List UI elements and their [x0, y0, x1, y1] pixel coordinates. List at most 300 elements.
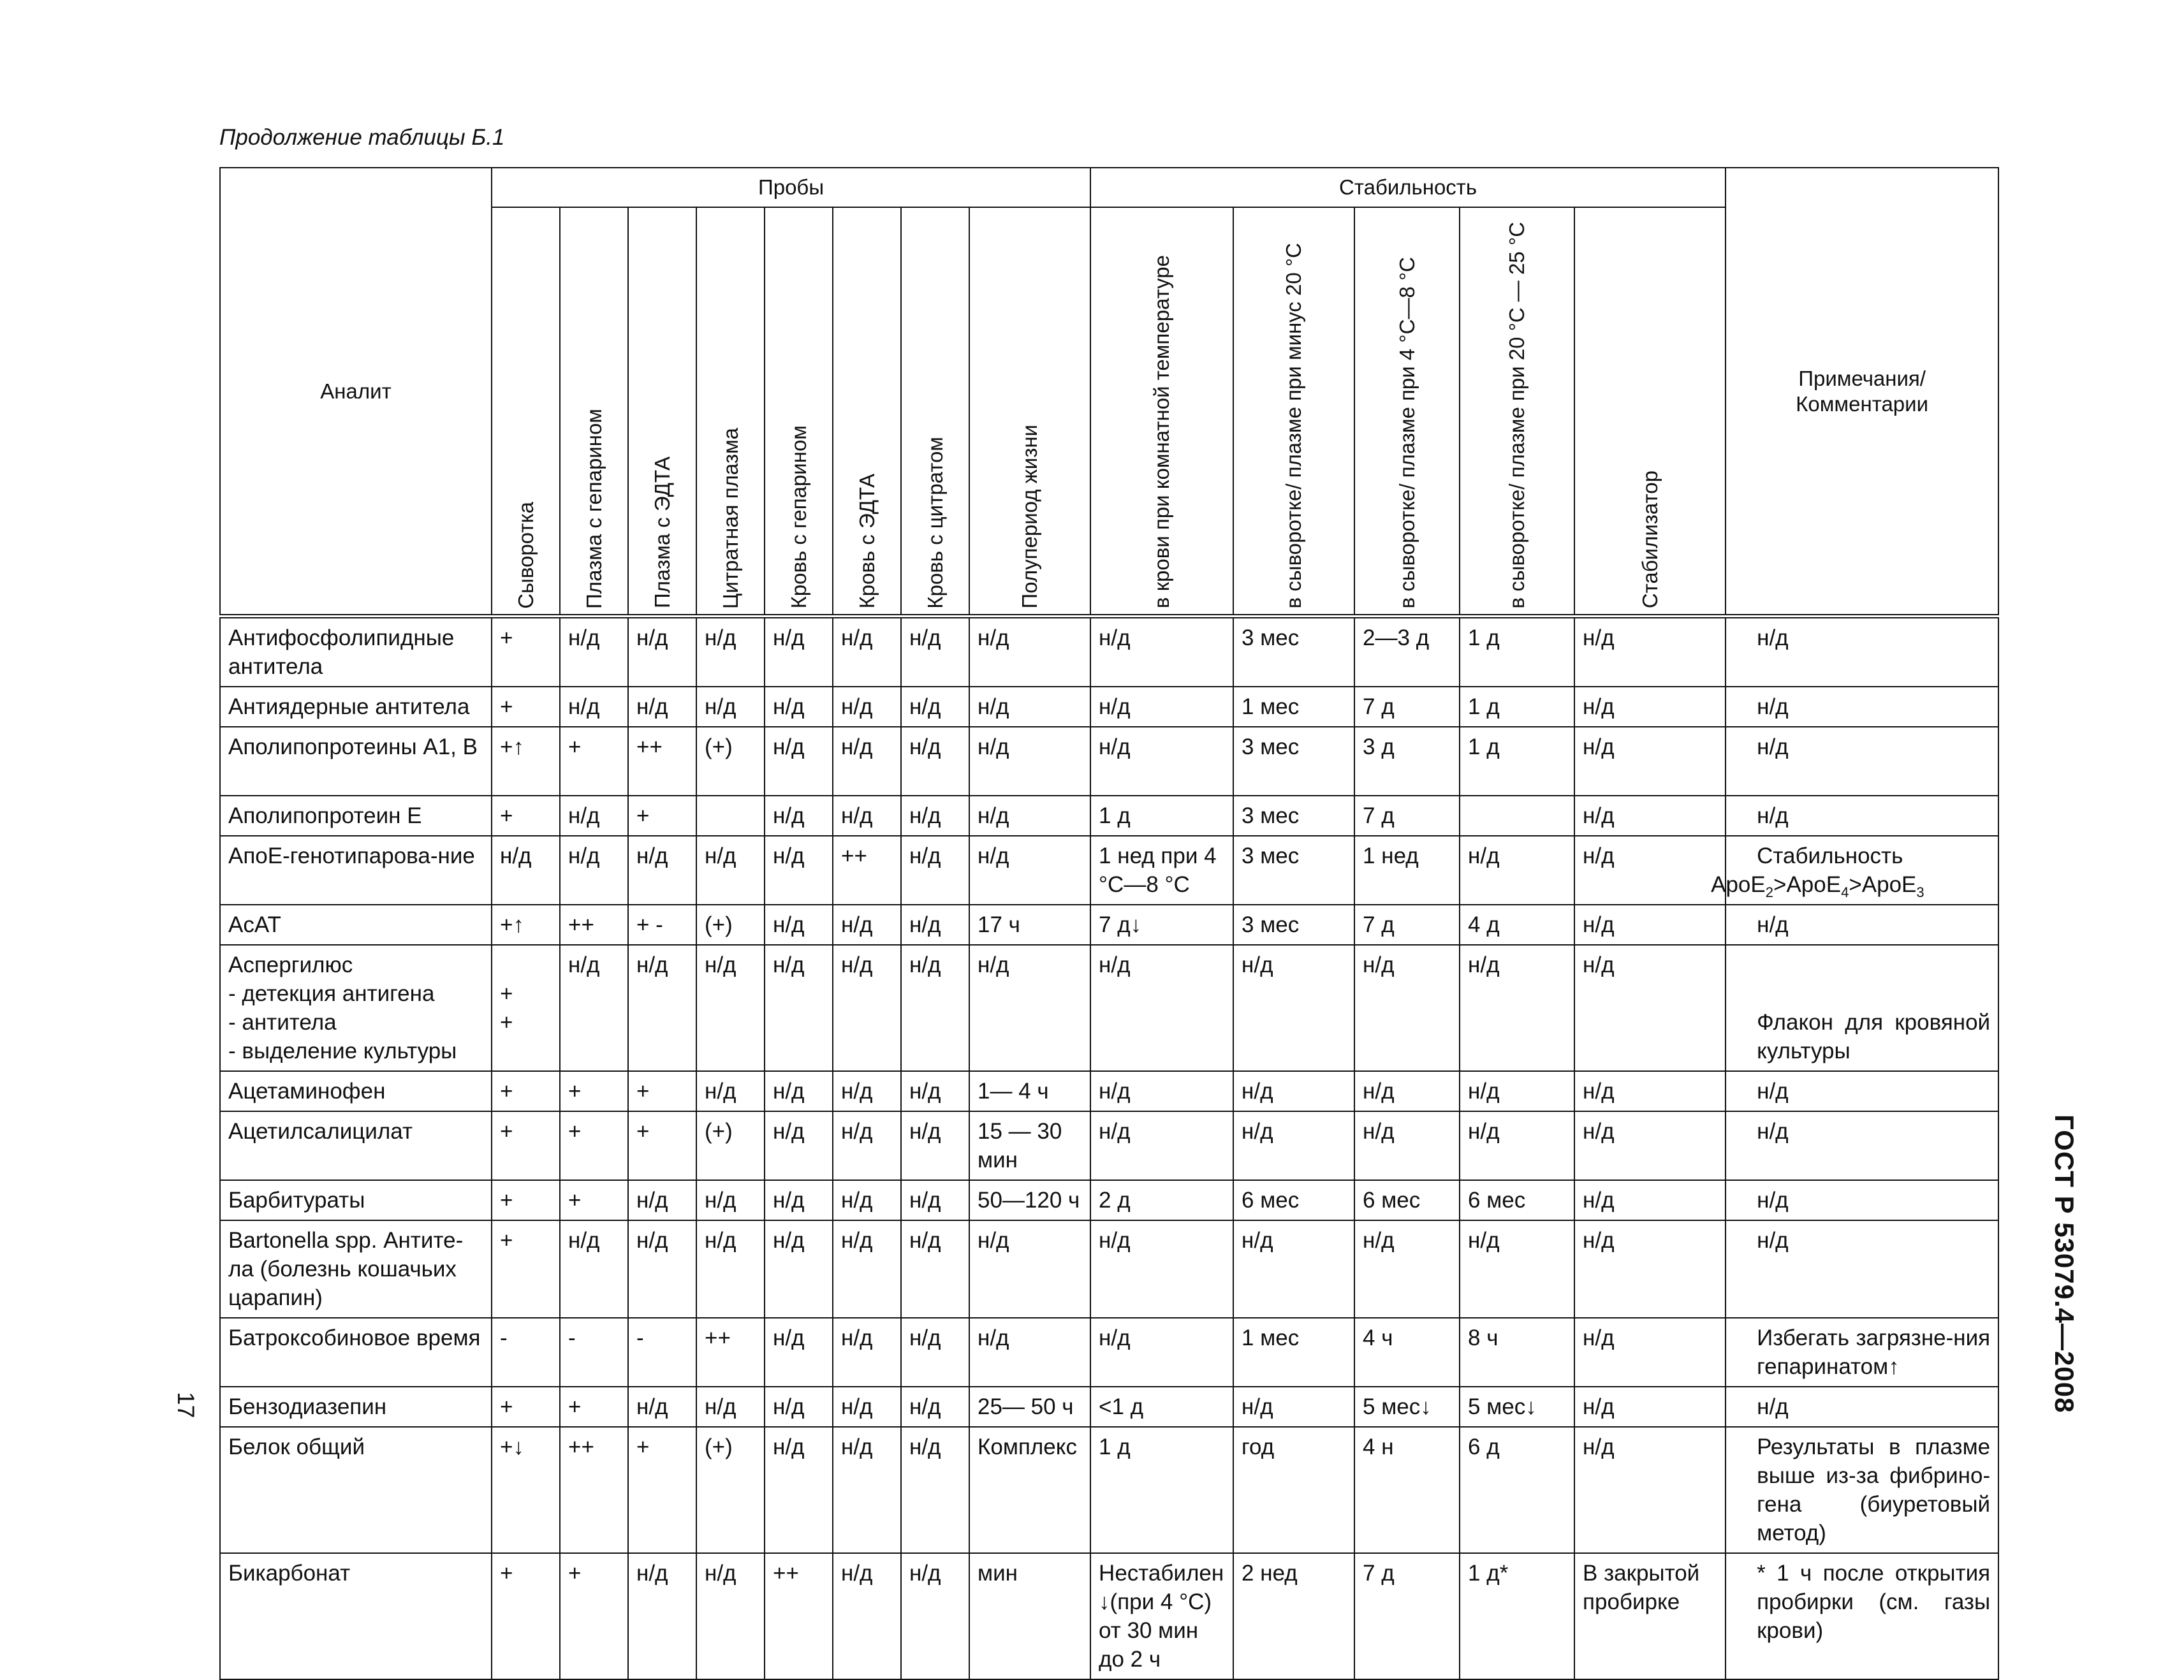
- value-cell: +: [560, 1071, 628, 1111]
- value-cell: н/д: [560, 1220, 628, 1318]
- note-cell: [1726, 905, 1998, 945]
- value-cell: н/д: [901, 1318, 969, 1387]
- value-cell: 3 мес: [1233, 836, 1354, 905]
- value-cell: н/д: [765, 1427, 833, 1553]
- note-cell: [1726, 727, 1998, 796]
- value-cell: н/д: [1090, 1111, 1233, 1180]
- table-row: [220, 1111, 1998, 1180]
- value-cell: 6 д: [1460, 1427, 1574, 1553]
- page-number: 17: [173, 1392, 199, 1419]
- analyte-name: АпоЕ-генотипарова-ние: [228, 844, 475, 869]
- value-cell: н/д: [492, 836, 560, 905]
- analyte-name: Ацетилсалицилат: [228, 1119, 413, 1144]
- value-cell: +: [560, 1553, 628, 1679]
- header-label: Сыворотка: [513, 501, 538, 609]
- analyte-name: Белок общий: [228, 1435, 365, 1460]
- analyte-name: Аспергилюс: [228, 953, 353, 978]
- value-cell: н/д: [1354, 945, 1460, 1071]
- analyte-name: Батроксобиновое время: [228, 1326, 481, 1351]
- note-text: * 1 ч после открытия пробирки (см. газы крови): [1757, 1561, 1991, 1644]
- value-cell: 2—3 д: [1354, 617, 1460, 687]
- value-cell: ++: [560, 905, 628, 945]
- value-cell: н/д: [765, 945, 833, 1071]
- analyte-name: АсАТ: [228, 912, 281, 938]
- value-cell: н/д: [833, 1387, 901, 1427]
- table-row: [220, 617, 1998, 687]
- header-label: в сыворотке/ плазме при 20 °С — 25 °С: [1505, 222, 1529, 609]
- value-cell: 1 д*: [1460, 1553, 1574, 1679]
- value-cell: 50—120 ч: [969, 1180, 1090, 1220]
- analyte-name: Антифосфолипидные антитела: [228, 625, 455, 680]
- note-text: н/д: [1757, 803, 1789, 829]
- value-cell: н/д: [765, 727, 833, 796]
- value-cell: н/д: [1233, 1220, 1354, 1318]
- value-cell: 2 нед: [1233, 1553, 1354, 1679]
- value-cell: 17 ч: [969, 905, 1090, 945]
- value-cell: н/д: [765, 1111, 833, 1180]
- header-label: Плазма с ЭДТА: [650, 457, 674, 609]
- value-cell: 1— 4 ч: [969, 1071, 1090, 1111]
- value-cell: 1 д: [1460, 617, 1574, 687]
- formula-part: АроЕ: [1861, 872, 1917, 898]
- value-cell: н/д: [833, 945, 901, 1071]
- value-cell: 7 д: [1354, 1553, 1460, 1679]
- value-cell: 6 мес: [1460, 1180, 1574, 1220]
- value-cell: н/д: [696, 945, 765, 1071]
- value-cell: н/д: [628, 1387, 696, 1427]
- value-cell: н/д: [628, 617, 696, 687]
- analyte-name: Аполипопротеин Е: [228, 803, 422, 829]
- value-cell: н/д: [833, 1318, 901, 1387]
- value-cell: +↓: [492, 1427, 560, 1553]
- value-cell: +: [492, 1220, 560, 1318]
- value-cell: н/д: [696, 1553, 765, 1679]
- value-cell: 3 мес: [1233, 617, 1354, 687]
- value-cell: [1460, 796, 1574, 836]
- value-cell: н/д: [1574, 1111, 1726, 1180]
- note-text: н/д: [1757, 625, 1789, 651]
- analyte-name: Bartonella spp. Антите-ла (болезнь кошачьих царапин): [228, 1228, 464, 1311]
- value-cell: +: [492, 687, 560, 727]
- header-stability-col: [1090, 207, 1233, 617]
- table-row: [220, 1318, 1998, 1387]
- value-cell: н/д: [1574, 1180, 1726, 1220]
- value-cell: год: [1233, 1427, 1354, 1553]
- header-label: Кровь с гепарином: [786, 425, 810, 609]
- value-cell: н/д: [833, 905, 901, 945]
- note-text: Флакон для кровяной культуры: [1757, 1010, 1991, 1064]
- value-cell: н/д: [901, 1071, 969, 1111]
- value-cell: н/д: [1460, 836, 1574, 905]
- value-cell: 15 — 30 мин: [969, 1111, 1090, 1180]
- value-cell: н/д: [833, 1180, 901, 1220]
- value-cell: н/д: [1574, 1387, 1726, 1427]
- value-cell: +: [560, 727, 628, 796]
- note-cell: [1726, 1180, 1998, 1220]
- value-cell: н/д: [1090, 945, 1233, 1071]
- table-row: [220, 796, 1998, 836]
- value-cell: н/д: [1574, 905, 1726, 945]
- header-stability-col: [1574, 207, 1726, 617]
- value-cell: 1 нед: [1354, 836, 1460, 905]
- value-cell: н/д: [560, 687, 628, 727]
- analyte-name: Барбитураты: [228, 1188, 365, 1213]
- note-text: Стабильность: [1757, 844, 1903, 869]
- table-row: [220, 1220, 1998, 1318]
- value-cell: [492, 945, 560, 1071]
- value-cell: ++: [628, 727, 696, 796]
- value-cell: н/д: [696, 1387, 765, 1427]
- note-text: н/д: [1757, 734, 1789, 760]
- value-cell: +: [560, 1180, 628, 1220]
- value-cell: 25— 50 ч: [969, 1387, 1090, 1427]
- value-cell: н/д: [901, 945, 969, 1071]
- value-cell: н/д: [1354, 1220, 1460, 1318]
- value-cell: 3 д: [1354, 727, 1460, 796]
- header-label: в крови при комнатной температуре: [1150, 255, 1174, 609]
- value-cell: н/д: [765, 1220, 833, 1318]
- table-caption: Продолжение таблицы Б.1: [219, 125, 505, 150]
- value-cell: н/д: [901, 1111, 969, 1180]
- note-cell: [1726, 1387, 1998, 1427]
- value-cell: н/д: [765, 1318, 833, 1387]
- apoe-formula: [1711, 870, 1990, 899]
- value-cell: 7 д: [1354, 687, 1460, 727]
- header-stability-col: [1354, 207, 1460, 617]
- value-cell: н/д: [1574, 1071, 1726, 1111]
- value-cell: н/д: [765, 687, 833, 727]
- analyte-cell: [220, 1387, 492, 1427]
- header-label: Плазма с гепарином: [582, 408, 606, 609]
- value-cell: +: [492, 1180, 560, 1220]
- value-cell: н/д: [969, 687, 1090, 727]
- value-cell: н/д: [833, 1111, 901, 1180]
- formula-part: 2: [1765, 884, 1773, 901]
- serum-mark: +: [500, 981, 513, 1007]
- note-cell: [1726, 687, 1998, 727]
- value-cell: +: [492, 1111, 560, 1180]
- value-cell: 7 д: [1354, 796, 1460, 836]
- value-cell: н/д: [833, 617, 901, 687]
- note-text: н/д: [1757, 1079, 1789, 1104]
- value-cell: н/д: [1574, 617, 1726, 687]
- value-cell: +↑: [492, 727, 560, 796]
- value-cell: н/д: [628, 1220, 696, 1318]
- analyte-name: Бикарбонат: [228, 1561, 351, 1586]
- note-cell: [1726, 617, 1998, 687]
- value-cell: н/д: [560, 945, 628, 1071]
- value-cell: н/д: [969, 836, 1090, 905]
- value-cell: +: [492, 1071, 560, 1111]
- value-cell: + -: [628, 905, 696, 945]
- value-cell: н/д: [901, 1427, 969, 1553]
- value-cell: 1 д: [1460, 687, 1574, 727]
- value-cell: н/д: [969, 1220, 1090, 1318]
- value-cell: н/д: [1233, 945, 1354, 1071]
- stability-table: [219, 167, 1999, 1680]
- value-cell: н/д: [765, 905, 833, 945]
- note-cell: [1711, 836, 1998, 905]
- value-cell: 5 мес↓: [1460, 1387, 1574, 1427]
- value-cell: н/д: [765, 836, 833, 905]
- value-cell: В закрытой пробирке: [1574, 1553, 1726, 1679]
- value-cell: н/д: [1233, 1111, 1354, 1180]
- value-cell: +: [628, 1071, 696, 1111]
- value-cell: -: [628, 1318, 696, 1387]
- formula-part: АроЕ: [1711, 872, 1766, 898]
- value-cell: н/д: [628, 945, 696, 1071]
- value-cell: н/д: [1233, 1387, 1354, 1427]
- note-cell: [1726, 1071, 1998, 1111]
- value-cell: <1 д: [1090, 1387, 1233, 1427]
- value-cell: +: [560, 1387, 628, 1427]
- note-text: н/д: [1757, 912, 1789, 938]
- analyte-subline: - антитела: [228, 1010, 337, 1035]
- value-cell: н/д: [833, 1071, 901, 1111]
- value-cell: н/д: [765, 617, 833, 687]
- table-row: [220, 1071, 1998, 1111]
- value-cell: н/д: [765, 1180, 833, 1220]
- value-cell: 5 мес↓: [1354, 1387, 1460, 1427]
- table-row: [220, 727, 1998, 796]
- value-cell: 3 мес: [1233, 796, 1354, 836]
- value-cell: н/д: [1574, 1220, 1726, 1318]
- value-cell: 1 нед при 4 °С—8 °С: [1090, 836, 1233, 905]
- value-cell: н/д: [901, 1180, 969, 1220]
- value-cell: н/д: [765, 1071, 833, 1111]
- value-cell: (+): [696, 1111, 765, 1180]
- analyte-cell: [220, 1553, 492, 1679]
- analyte-name: Аполипопротеины А1, В: [228, 734, 478, 760]
- value-cell: ++: [833, 836, 901, 905]
- table-row: [220, 836, 1998, 905]
- value-cell: 1 д: [1460, 727, 1574, 796]
- header-sample-col: [969, 207, 1090, 617]
- header-label: Полупериод жизни: [1018, 424, 1042, 609]
- value-cell: н/д: [1090, 1318, 1233, 1387]
- formula-part: >: [1773, 872, 1787, 898]
- formula-part: >: [1849, 872, 1862, 898]
- value-cell: н/д: [1460, 1111, 1574, 1180]
- value-cell: ++: [696, 1318, 765, 1387]
- value-cell: н/д: [1090, 1071, 1233, 1111]
- value-cell: Комплекс: [969, 1427, 1090, 1553]
- analyte-cell: [220, 1071, 492, 1111]
- value-cell: н/д: [560, 796, 628, 836]
- value-cell: н/д: [628, 1180, 696, 1220]
- value-cell: мин: [969, 1553, 1090, 1679]
- value-cell: н/д: [1460, 1220, 1574, 1318]
- value-cell: 6 мес: [1354, 1180, 1460, 1220]
- value-cell: н/д: [901, 1220, 969, 1318]
- value-cell: н/д: [765, 796, 833, 836]
- formula-part: 3: [1916, 884, 1924, 901]
- formula-part: АроЕ: [1786, 872, 1842, 898]
- value-cell: н/д: [1460, 1071, 1574, 1111]
- value-cell: н/д: [901, 727, 969, 796]
- table-row: [220, 1387, 1998, 1427]
- value-cell: ++: [560, 1427, 628, 1553]
- header-sample-col: [765, 207, 833, 617]
- header-stability-col: [1233, 207, 1354, 617]
- value-cell: 4 н: [1354, 1427, 1460, 1553]
- value-cell: н/д: [901, 617, 969, 687]
- analyte-cell: [220, 1111, 492, 1180]
- analyte-name: Антиядерные антитела: [228, 694, 470, 720]
- header-sample-col: [560, 207, 628, 617]
- note-cell: [1726, 1427, 1998, 1553]
- value-cell: 3 мес: [1233, 727, 1354, 796]
- value-cell: +↑: [492, 905, 560, 945]
- value-cell: н/д: [696, 617, 765, 687]
- table-row: [220, 945, 1998, 1071]
- analyte-cell: [220, 687, 492, 727]
- document-title-vertical: ГОСТ Р 53079.4—2008: [2049, 1114, 2079, 1413]
- value-cell: н/д: [1354, 1071, 1460, 1111]
- value-cell: 1 мес: [1233, 1318, 1354, 1387]
- value-cell: н/д: [765, 1387, 833, 1427]
- value-cell: н/д: [969, 727, 1090, 796]
- value-cell: +: [628, 1111, 696, 1180]
- value-cell: н/д: [560, 617, 628, 687]
- header-label: Цитратная плазма: [718, 427, 742, 609]
- value-cell: н/д: [628, 687, 696, 727]
- value-cell: н/д: [969, 617, 1090, 687]
- header-sample-col: [628, 207, 696, 617]
- value-cell: н/д: [901, 1387, 969, 1427]
- note-cell: [1726, 945, 1998, 1071]
- value-cell: н/д: [696, 687, 765, 727]
- table-row: [220, 905, 1998, 945]
- header-sample-col: [696, 207, 765, 617]
- table-row: [220, 687, 1998, 727]
- note-text: Избегать загрязне-ния гепаринатом↑: [1757, 1326, 1991, 1380]
- analyte-cell: [220, 727, 492, 796]
- value-cell: н/д: [628, 836, 696, 905]
- value-cell: +: [560, 1111, 628, 1180]
- value-cell: н/д: [901, 1553, 969, 1679]
- analyte-cell: [220, 1427, 492, 1553]
- header-label: в сыворотке/ плазме при минус 20 °С: [1282, 243, 1306, 609]
- value-cell: н/д: [1354, 1111, 1460, 1180]
- note-text: н/д: [1757, 1188, 1789, 1213]
- analyte-cell: [220, 1180, 492, 1220]
- value-cell: 1 мес: [1233, 687, 1354, 727]
- serum-mark: +: [500, 1010, 513, 1035]
- value-cell: 8 ч: [1460, 1318, 1574, 1387]
- table-row: [220, 1427, 1998, 1553]
- analyte-cell: [220, 617, 492, 687]
- value-cell: 4 д: [1460, 905, 1574, 945]
- header-sample-col: [901, 207, 969, 617]
- value-cell: 1 д: [1090, 1427, 1233, 1553]
- value-cell: +: [628, 1427, 696, 1553]
- header-stability: Стабильность: [1090, 168, 1726, 207]
- note-cell: [1726, 1220, 1998, 1318]
- formula-part: 4: [1841, 884, 1849, 901]
- value-cell: н/д: [969, 1318, 1090, 1387]
- value-cell: н/д: [696, 1220, 765, 1318]
- value-cell: +: [492, 1387, 560, 1427]
- value-cell: н/д: [696, 1180, 765, 1220]
- value-cell: н/д: [833, 727, 901, 796]
- value-cell: н/д: [1090, 617, 1233, 687]
- value-cell: Нестабилен ↓(при 4 °С) от 30 мин до 2 ч: [1090, 1553, 1233, 1679]
- value-cell: н/д: [1574, 945, 1726, 1071]
- value-cell: -: [492, 1318, 560, 1387]
- header-samples: Пробы: [492, 168, 1090, 207]
- header-label: Стабилизатор: [1638, 471, 1662, 609]
- value-cell: +: [492, 617, 560, 687]
- analyte-subline: - выделение культуры: [228, 1039, 457, 1064]
- value-cell: 2 д: [1090, 1180, 1233, 1220]
- header-stability-col: [1460, 207, 1574, 617]
- analyte-subline: - детекция антигена: [228, 981, 435, 1007]
- value-cell: -: [560, 1318, 628, 1387]
- value-cell: 1 д: [1090, 796, 1233, 836]
- header-label: Кровь с цитратом: [923, 436, 947, 609]
- value-cell: +: [492, 796, 560, 836]
- note-cell: [1726, 796, 1998, 836]
- analyte-cell: [220, 1220, 492, 1318]
- analyte-cell: [220, 796, 492, 836]
- analyte-cell: [220, 1318, 492, 1387]
- value-cell: н/д: [901, 796, 969, 836]
- note-text: н/д: [1757, 694, 1789, 720]
- value-cell: (+): [696, 727, 765, 796]
- value-cell: н/д: [696, 836, 765, 905]
- note-text: Результаты в плазме выше из-за фибрино-гена (биуретовый метод): [1757, 1435, 1991, 1546]
- analyte-name: Ацетаминофен: [228, 1079, 386, 1104]
- note-cell: [1726, 1111, 1998, 1180]
- value-cell: +: [628, 796, 696, 836]
- value-cell: н/д: [696, 1071, 765, 1111]
- value-cell: н/д: [1574, 796, 1726, 836]
- value-cell: н/д: [901, 687, 969, 727]
- value-cell: н/д: [833, 687, 901, 727]
- value-cell: н/д: [1574, 1318, 1726, 1387]
- value-cell: н/д: [969, 945, 1090, 1071]
- analyte-cell: [220, 945, 492, 1071]
- header-notes: Примечания/ Комментарии: [1726, 168, 1998, 617]
- value-cell: н/д: [560, 836, 628, 905]
- value-cell: 7 д↓: [1090, 905, 1233, 945]
- table-row: [220, 1553, 1998, 1679]
- value-cell: н/д: [628, 1553, 696, 1679]
- note-cell: [1726, 1553, 1998, 1679]
- value-cell: н/д: [1574, 727, 1726, 796]
- value-cell: н/д: [901, 905, 969, 945]
- analyte-cell: [220, 905, 492, 945]
- value-cell: н/д: [1460, 945, 1574, 1071]
- value-cell: [696, 796, 765, 836]
- value-cell: н/д: [833, 1427, 901, 1553]
- value-cell: н/д: [1233, 1071, 1354, 1111]
- value-cell: н/д: [901, 836, 969, 905]
- value-cell: н/д: [1574, 836, 1726, 905]
- value-cell: н/д: [969, 796, 1090, 836]
- header-sample-col: [492, 207, 560, 617]
- value-cell: +: [492, 1553, 560, 1679]
- value-cell: н/д: [833, 1553, 901, 1679]
- value-cell: н/д: [1090, 1220, 1233, 1318]
- value-cell: (+): [696, 1427, 765, 1553]
- value-cell: 4 ч: [1354, 1318, 1460, 1387]
- value-cell: 6 мес: [1233, 1180, 1354, 1220]
- header-label: в сыворотке/ плазме при 4 °С—8 °С: [1395, 257, 1419, 609]
- note-text: н/д: [1757, 1119, 1789, 1144]
- value-cell: (+): [696, 905, 765, 945]
